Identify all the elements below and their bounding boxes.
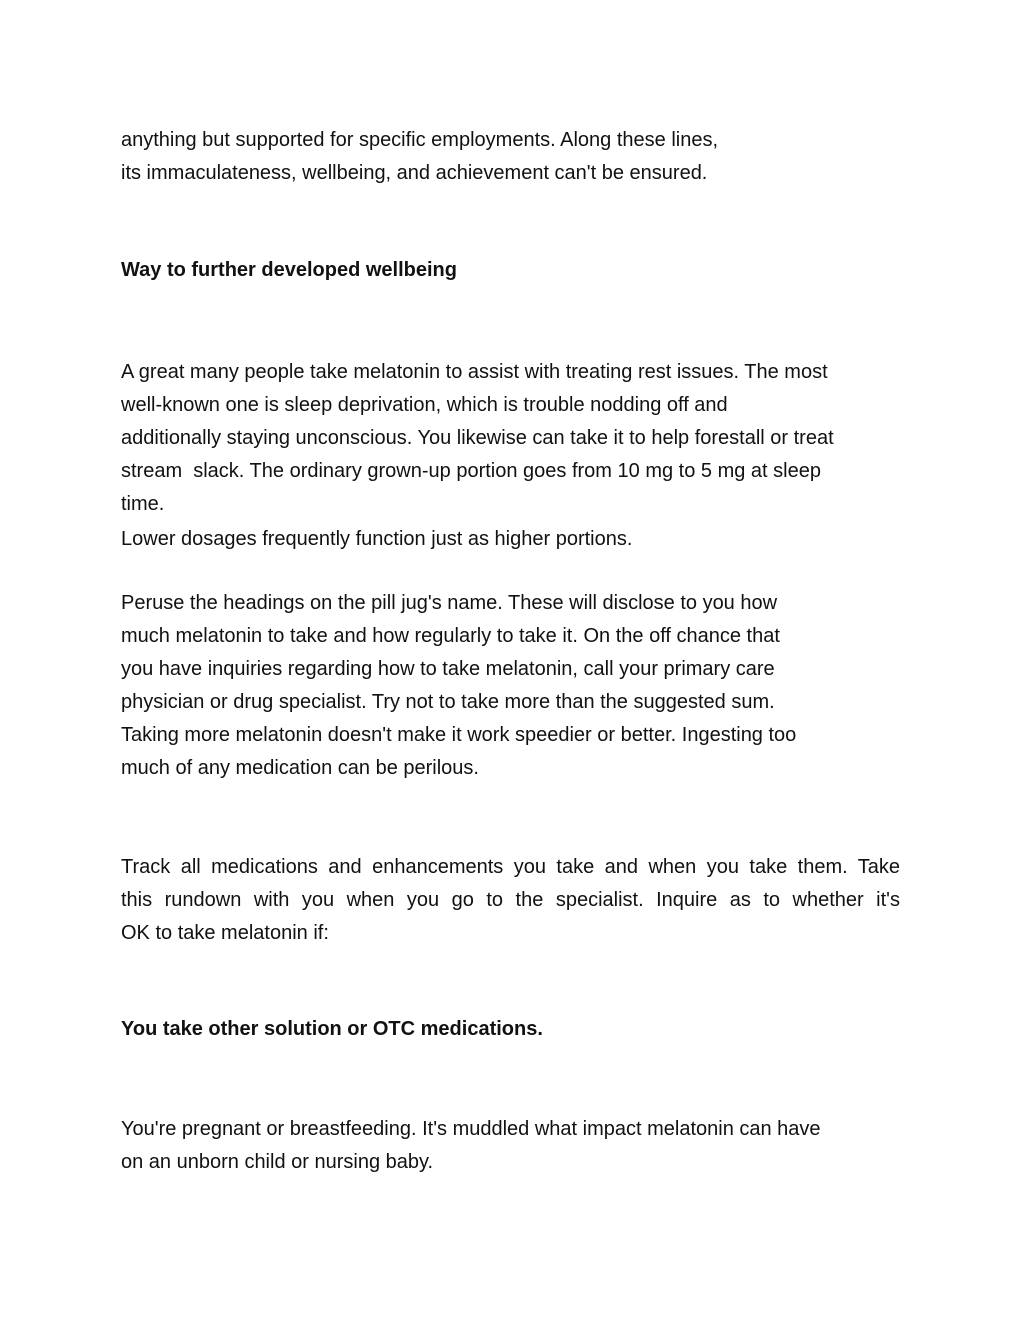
paragraph-2-line-1: Peruse the headings on the pill jug's name. These will disclose to you how: [121, 592, 778, 614]
paragraph-4-line-2: on an unborn child or nursing baby.: [121, 1151, 434, 1173]
paragraph-1-line-2: well-known one is sleep deprivation, which is trouble nodding off and: [121, 394, 728, 416]
paragraph-2-line-4: physician or drug specialist. Try not to take more than the suggested sum.: [121, 691, 775, 713]
paragraph-2-line-3: you have inquiries regarding how to take melatonin, call your primary care: [121, 658, 775, 680]
paragraph-1-line-5: time.: [121, 493, 165, 515]
paragraph-2-line-6: much of any medication can be perilous.: [121, 757, 479, 779]
paragraph-1-line-3: additionally staying unconscious. You likewise can take it to help forestall or treat: [121, 427, 834, 449]
paragraph-1-line-6: Lower dosages frequently function just as higher portions.: [121, 528, 633, 550]
intro-line-1: anything but supported for specific employments. Along these lines,: [121, 129, 719, 151]
paragraph-2-line-5: Taking more melatonin doesn't make it work speedier or better. Ingesting too: [121, 724, 797, 746]
paragraph-2-line-2: much melatonin to take and how regularly to take it. On the off chance that: [121, 625, 780, 647]
heading-other-medications: You take other solution or OTC medications.: [121, 1018, 543, 1040]
paragraph-3-line-2: this rundown with you when you go to the specialist. Inquire as to whether it's: [121, 889, 900, 911]
paragraph-4-line-1: You're pregnant or breastfeeding. It's muddled what impact melatonin can have: [121, 1118, 821, 1140]
paragraph-3-line-3: OK to take melatonin if:: [121, 922, 329, 944]
paragraph-3-line-1: Track all medications and enhancements you take and when you take them. Take: [121, 856, 900, 878]
paragraph-1-line-1: A great many people take melatonin to assist with treating rest issues. The most: [121, 361, 828, 383]
heading-wellbeing: Way to further developed wellbeing: [121, 259, 457, 281]
intro-line-2: its immaculateness, wellbeing, and achievement can't be ensured.: [121, 162, 708, 184]
paragraph-1-line-4: stream slack. The ordinary grown-up portion goes from 10 mg to 5 mg at sleep: [121, 460, 821, 482]
